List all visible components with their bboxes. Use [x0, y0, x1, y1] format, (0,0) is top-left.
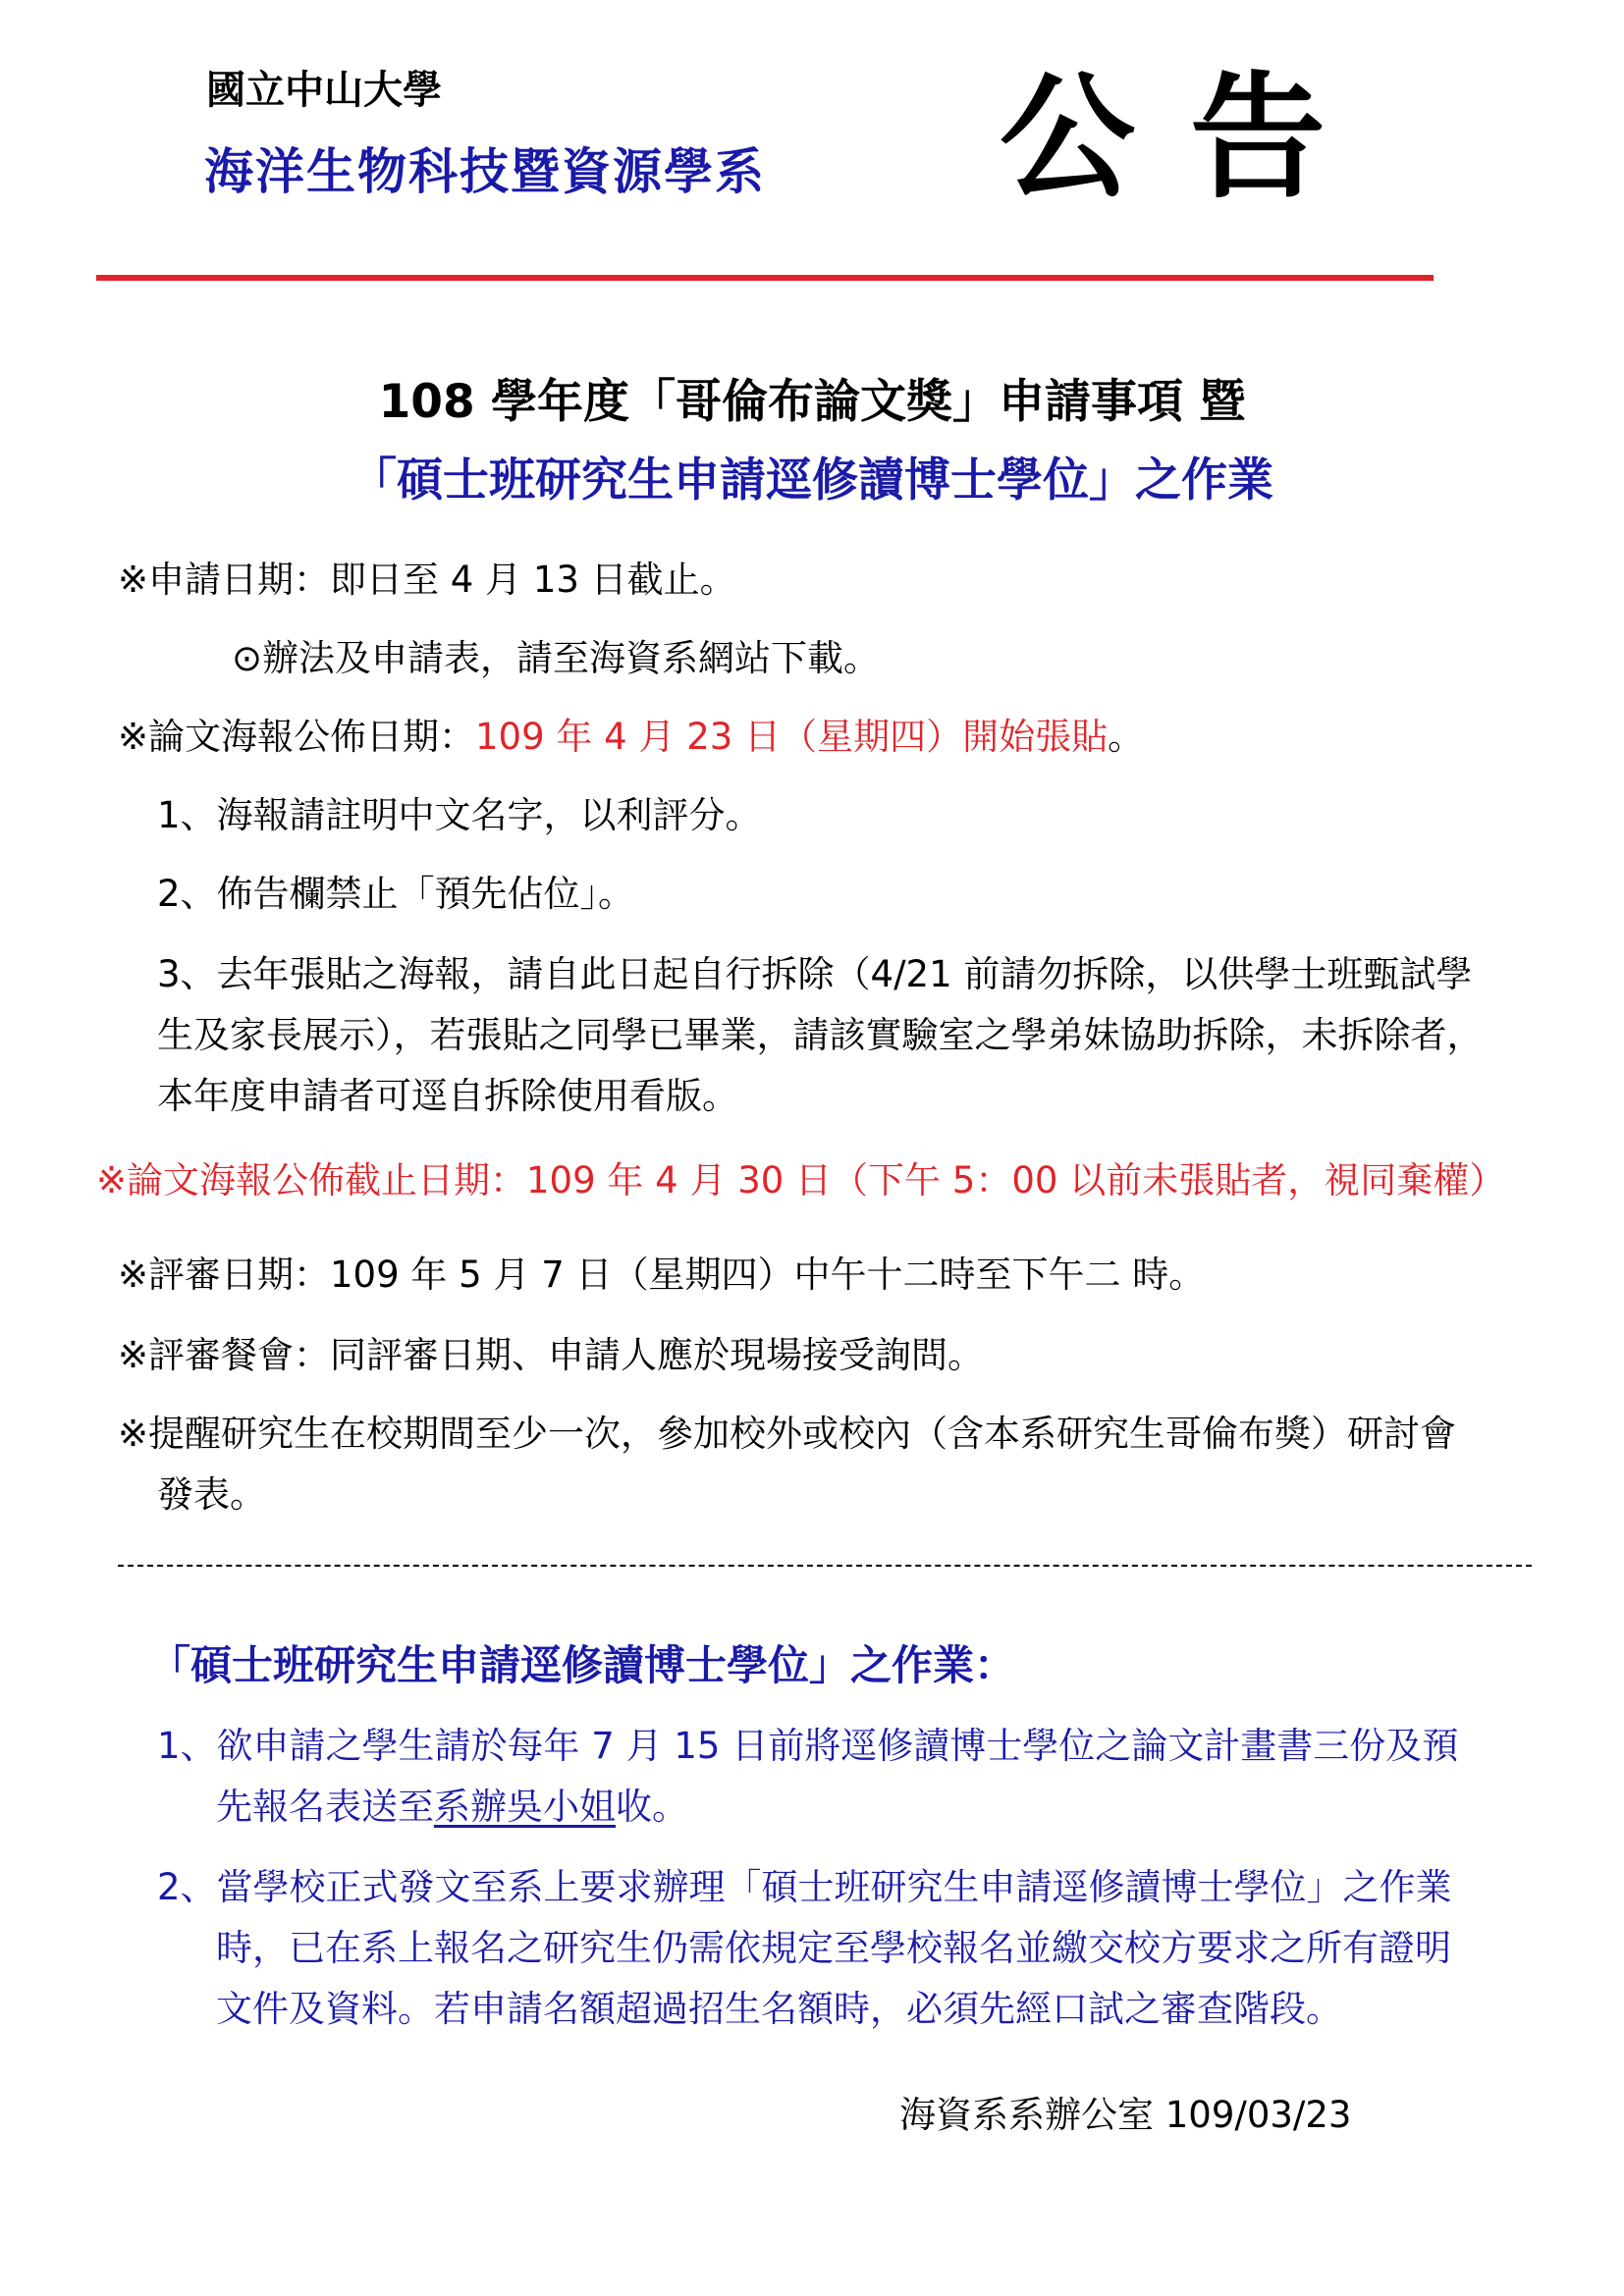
announcement-subtitle: 「碩士班研究生申請逕修讀博士學位」之作業	[351, 454, 1273, 507]
section-divider	[118, 1565, 1532, 1567]
poster-date-end: 。	[1108, 716, 1145, 758]
reminder-line1: ※提醒研究生在校期間至少一次，參加校外或校內（含本系研究生哥倫布獎）研討會	[118, 1413, 1456, 1455]
poster-rule-1: 1、海報請註明中文名字，以利評分。	[157, 794, 762, 836]
poster-rule-3-line2: 生及家長展示），若張貼之同學已畢業，請該實驗室之學弟妹協助拆除，未拆除者，	[157, 1014, 1484, 1056]
section2-item-1-line1: 1、欲申請之學生請於每年 7 月 15 日前將逕修讀博士學位之論文計畫書三份及預	[157, 1725, 1459, 1767]
section2-item-2-line3: 文件及資料。若申請名額超過招生名額時，必須先經口試之審查階段。	[216, 1988, 1342, 2030]
poster-rule-3-line3: 本年度申請者可逕自拆除使用看版。	[157, 1075, 738, 1117]
section2-item-1-line2-suffix: 收。	[616, 1786, 688, 1828]
section2-item-1-line2-prefix: 先報名表送至	[216, 1786, 434, 1828]
reminder	[118, 1404, 1456, 1525]
notice-heading: 公告	[1000, 59, 1381, 217]
poster-deadline: ※論文海報公佈截止日期：109 年 4 月 30 日（下午 5：00 以前未張貼者，視同棄權）	[96, 1159, 1506, 1201]
section2-item-2	[157, 1857, 1452, 2040]
poster-date-line	[118, 707, 1144, 768]
university-name: 國立中山大學	[206, 68, 442, 113]
section2-item-1-line2	[157, 1777, 1458, 1838]
poster-rule-2: 2、佈告欄禁止「預先佔位」。	[157, 873, 635, 915]
apply-date: ※申請日期：即日至 4 月 13 日截止。	[118, 559, 736, 601]
review-date: ※評審日期：109 年 5 月 7 日（星期四）中午十二時至下午二 時。	[118, 1254, 1206, 1296]
poster-date-label: ※論文海報公佈日期：	[118, 716, 476, 758]
announcement-title: 108 學年度「哥倫布論文獎」申請事項 暨	[378, 375, 1246, 429]
department-name: 海洋生物科技暨資源學系	[204, 143, 766, 200]
header-divider	[96, 275, 1434, 281]
review-meal: ※評審餐會：同評審日期、申請人應於現場接受詢問。	[118, 1334, 985, 1376]
poster-rule-3	[157, 944, 1484, 1127]
section2-item-2-line2: 時，已在系上報名之研究生仍需依規定至學校報名並繳交校方要求之所有證明	[216, 1927, 1451, 1969]
poster-rule-3-line1: 3、去年張貼之海報，請自此日起自行拆除（4/21 前請勿拆除，以供學士班甄試學	[157, 953, 1473, 995]
section2-title: 「碩士班研究生申請逕修讀博士學位」之作業：	[149, 1641, 1016, 1689]
office-contact: 系辦吳小姐	[434, 1786, 616, 1828]
reminder-line2: 發表。	[157, 1473, 266, 1516]
section2-item-1	[157, 1716, 1458, 1838]
section2-item-2-line1: 2、當學校正式發文至系上要求辦理「碩士班研究生申請逕修讀博士學位」之作業	[157, 1866, 1452, 1908]
poster-date-value: 109 年 4 月 23 日（星期四）開始張貼	[475, 716, 1109, 758]
signature: 海資系系辦公室 109/03/23	[899, 2094, 1352, 2136]
download-note: ⊙辦法及申請表，請至海資系網站下載。	[232, 637, 881, 679]
